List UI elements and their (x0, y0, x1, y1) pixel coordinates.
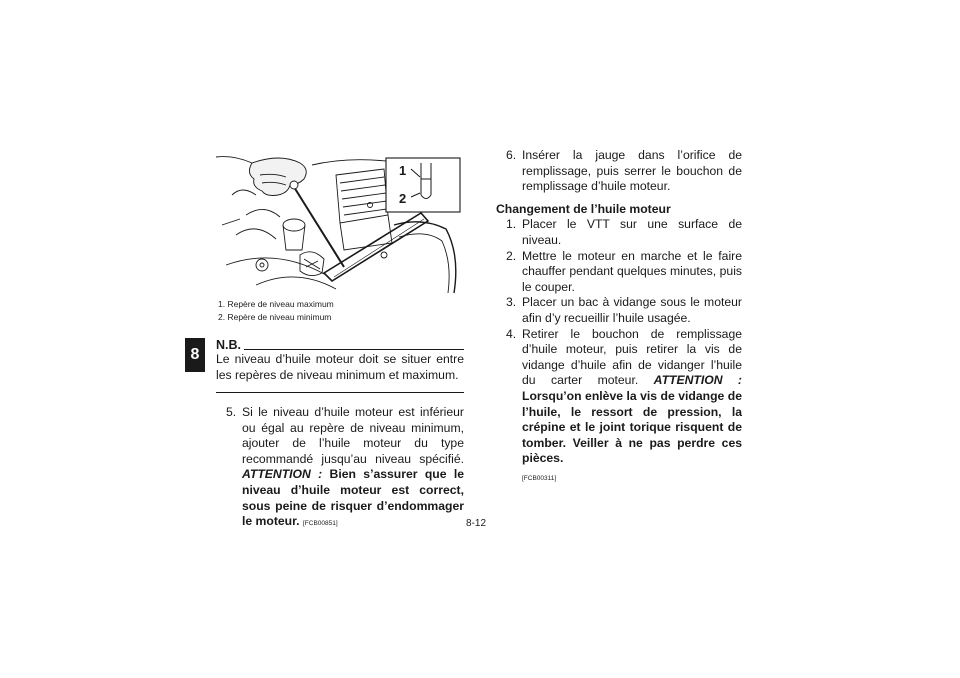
item-5-text: Si le niveau d’huile moteur est inférieur ou égal au repère de niveau minimum, ajouter de l’huile moteur du type recommandé jusqu’au niveau spécifié. (242, 405, 464, 466)
step-3-number: 3. (506, 295, 517, 310)
engine-drawing (216, 155, 464, 295)
right-column (496, 148, 742, 486)
inset-box (386, 158, 460, 212)
step-2-number: 2. (506, 248, 517, 263)
item-5-warning: Bien s’assurer que le niveau d’huile moteur est correct, sous peine de risquer d’endommager le moteur. (242, 467, 464, 529)
item-5-number: 5. (226, 405, 237, 419)
caption-2: 2. Repère de niveau minimum (218, 311, 332, 322)
page-number: 8-12 (466, 518, 487, 529)
list-item-6 (496, 148, 742, 195)
step-4-number: 4. (506, 326, 517, 341)
step-4-warning: Lorsqu’on enlève la vis de vidange de l’huile, le ressort de pression, la crépine et le joint torique risquent de tomber. Veiller à ne pas perdre ces pièces. (522, 388, 742, 466)
caption-1: 1. Repère de niveau maximum (218, 299, 334, 309)
left-list (216, 405, 464, 532)
item-5-attention: ATTENTION : (242, 467, 323, 482)
engine-illustration (216, 155, 464, 295)
section-title: Changement de l’huile moteur (496, 201, 671, 216)
step-2 (496, 249, 742, 296)
callout-2: 2 (399, 191, 407, 206)
step-3-text: Placer un bac à vidange sous le moteur afin d’y recueillir l’huile usagée. (522, 295, 742, 325)
note-label: N.B. (216, 338, 241, 352)
callout-1: 1 (399, 163, 407, 178)
note-rule-top (244, 349, 464, 350)
step-2-text: Mettre le moteur en marche et le faire chauffer pendant quelques minutes, puis le couper. (522, 248, 742, 294)
chapter-tab: 8 (185, 338, 205, 372)
figure-captions (218, 298, 334, 323)
note-box (216, 338, 464, 393)
note-text: Le niveau d’huile moteur doit se situer entre les repères de niveau minimum et maximum. (216, 352, 464, 382)
item-6-number: 6. (506, 148, 517, 162)
item-6-text: Insérer la jauge dans l’orifice de remplissage, puis serrer le bouchon de remplissage d’huile moteur. (522, 148, 742, 194)
step-4-attention: ATTENTION : (653, 373, 742, 388)
step-4-code: [FCB00311] (522, 474, 557, 482)
step-1-number: 1. (506, 217, 517, 232)
step-4-text: Retirer le bouchon de remplissage d’huile moteur, puis retirer la vis de vidange d’huile afin de vidanger l’huile du carter moteur. (522, 326, 742, 388)
step-1-text: Placer le VTT sur une surface de niveau. (522, 217, 742, 247)
step-3 (496, 295, 742, 326)
list-item-5 (216, 405, 464, 532)
step-4 (496, 327, 742, 487)
note-rule-bottom (216, 392, 464, 393)
step-1 (496, 217, 742, 248)
item-5-code: [FCB00851] (302, 520, 338, 528)
